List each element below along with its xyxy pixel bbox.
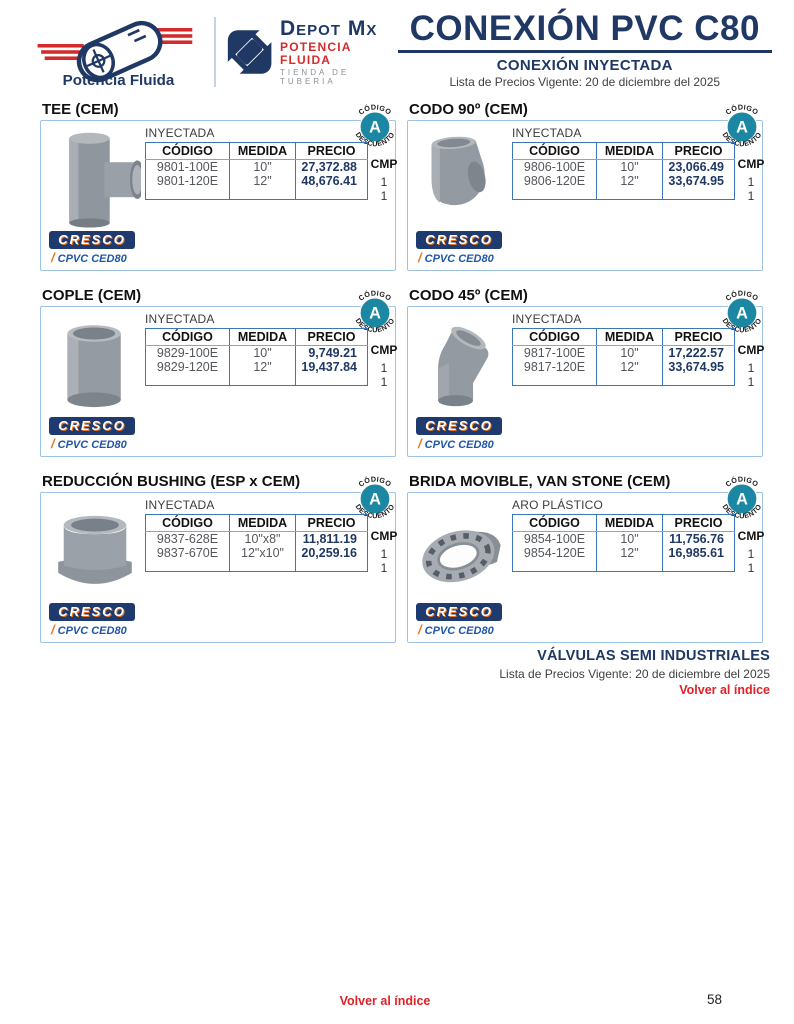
medida-value: 10"x8" <box>230 532 296 547</box>
col-header-precio: PRECIO <box>296 515 368 532</box>
cpvc-label: CPVC CED80 <box>57 625 127 637</box>
badge-bottom-text: DESCUENTO <box>720 316 764 335</box>
cmp-value: 1 <box>747 375 755 389</box>
cmp-value: 1 <box>380 175 388 189</box>
codigo-value: 9817-120E <box>513 360 597 374</box>
col-header-codigo: CÓDIGO <box>513 143 597 160</box>
precio-value: 27,372.88 <box>301 160 357 174</box>
next-section-title: VÁLVULAS SEMI INDUSTRIALES <box>537 648 770 664</box>
table-label: INYECTADA <box>145 126 215 140</box>
cresco-brand <box>416 417 502 451</box>
table-row <box>146 346 368 361</box>
product-card-tee <box>40 101 396 271</box>
table-row <box>513 346 735 361</box>
table-row <box>513 360 735 374</box>
col-header-codigo: CÓDIGO <box>513 329 597 346</box>
codigo-value: 9801-120E <box>146 174 230 188</box>
badge-bottom-text: DESCUENTO <box>353 502 397 521</box>
page-number: 58 <box>706 992 722 1007</box>
price-table <box>145 142 368 200</box>
cmp-header: CMP <box>370 157 398 171</box>
precio-value: 16,985.61 <box>668 546 724 560</box>
cmp-value: 1 <box>380 375 388 389</box>
table-row <box>146 160 368 175</box>
cmp-value: 1 <box>380 561 388 575</box>
cmp-column <box>368 328 400 389</box>
precio-value: 48,676.41 <box>301 174 357 188</box>
page-title: CONEXIÓN PVC C80 <box>398 10 772 53</box>
back-to-index-link[interactable]: Volver al índice <box>339 994 431 1008</box>
col-header-medida: MEDIDA <box>597 143 663 160</box>
van-stone-flange-image <box>416 501 508 607</box>
cresco-brand <box>416 603 502 637</box>
cresco-brand <box>49 231 135 265</box>
cresco-logo: CRESCO <box>49 417 135 435</box>
cresco-logo: CRESCO <box>416 603 502 621</box>
table-label: INYECTADA <box>512 126 582 140</box>
potencia-fluida-wordmark: Potencia Fluida <box>62 71 175 89</box>
product-grid <box>40 101 770 643</box>
potencia-fluida-logo <box>34 10 203 94</box>
medida-value: 12" <box>597 360 663 374</box>
table-row <box>513 160 735 175</box>
cresco-logo: CRESCO <box>416 231 502 249</box>
cresco-logo: CRESCO <box>416 417 502 435</box>
page-footer <box>0 992 794 1008</box>
depot-subtitle: POTENCIA FLUIDA <box>279 39 352 67</box>
col-header-precio: PRECIO <box>663 515 735 532</box>
depot-mx-logo <box>227 17 398 86</box>
badge-top-text: CÓDIGO <box>723 474 761 489</box>
badge-letter: A <box>736 118 748 137</box>
table-row <box>146 174 368 188</box>
col-header-codigo: CÓDIGO <box>146 143 230 160</box>
card-title: CODO 90º (CEM) <box>409 101 528 118</box>
codigo-value: 9829-100E <box>146 346 230 361</box>
badge-letter: A <box>369 304 381 323</box>
price-table <box>145 514 368 572</box>
cmp-value: 1 <box>747 189 755 203</box>
medida-value: 10" <box>597 160 663 175</box>
cpvc-label: CPVC CED80 <box>424 439 494 451</box>
cmp-value: 1 <box>747 561 755 575</box>
badge-letter: A <box>369 118 381 137</box>
badge-bottom-text: DESCUENTO <box>353 316 397 335</box>
page-subtitle: CONEXIÓN INYECTADA <box>496 56 673 74</box>
badge-top-text: CÓDIGO <box>356 474 394 489</box>
col-header-precio: PRECIO <box>296 329 368 346</box>
medida-value: 12"x10" <box>230 546 296 560</box>
price-table <box>512 328 735 386</box>
medida-value: 12" <box>230 360 296 374</box>
precio-value: 11,756.76 <box>669 532 724 546</box>
cresco-logo: CRESCO <box>49 603 135 621</box>
logo-divider <box>214 17 216 87</box>
badge-letter: A <box>736 490 748 509</box>
price-table <box>512 142 735 200</box>
cresco-slash-icon: / <box>51 622 55 637</box>
elbow-90-image <box>416 129 508 235</box>
precio-value: 23,066.49 <box>668 160 724 174</box>
table-label: INYECTADA <box>145 498 215 512</box>
tee-fitting-image <box>49 129 141 235</box>
product-card-brida-van-stone <box>407 473 763 643</box>
cmp-column <box>368 514 400 575</box>
medida-value: 12" <box>230 174 296 188</box>
col-header-medida: MEDIDA <box>230 329 296 346</box>
table-row <box>146 360 368 374</box>
badge-top-text: CÓDIGO <box>723 102 761 117</box>
product-card-codo-90 <box>407 101 763 271</box>
codigo-value: 9854-100E <box>513 532 597 547</box>
precio-value: 11,811.19 <box>302 532 357 546</box>
table-label: INYECTADA <box>145 312 215 326</box>
cresco-brand <box>49 603 135 637</box>
elbow-45-image <box>416 315 508 421</box>
logo-group <box>34 10 398 94</box>
cresco-slash-icon: / <box>418 436 422 451</box>
badge-bottom-text: DESCUENTO <box>720 502 764 521</box>
cpvc-label: CPVC CED80 <box>424 253 494 265</box>
product-card-reduccion-bushing <box>40 473 396 643</box>
col-header-codigo: CÓDIGO <box>513 515 597 532</box>
product-card-cople <box>40 287 396 457</box>
cmp-value: 1 <box>380 361 388 375</box>
codigo-value: 9829-120E <box>146 360 230 374</box>
depot-tagline: TIENDA DE TUBERIA <box>279 67 350 86</box>
badge-letter: A <box>369 490 381 509</box>
cpvc-label: CPVC CED80 <box>424 625 494 637</box>
price-table <box>512 514 735 572</box>
price-table <box>145 328 368 386</box>
cpvc-label: CPVC CED80 <box>57 253 127 265</box>
precio-value: 17,222.57 <box>668 346 724 360</box>
cmp-header: CMP <box>737 157 765 171</box>
table-label: INYECTADA <box>512 312 582 326</box>
medida-value: 12" <box>597 546 663 560</box>
medida-value: 10" <box>597 346 663 361</box>
codigo-value: 9801-100E <box>146 160 230 175</box>
table-row <box>513 532 735 547</box>
badge-top-text: CÓDIGO <box>723 288 761 303</box>
precio-value: 33,674.95 <box>668 360 724 374</box>
medida-value: 10" <box>597 532 663 547</box>
cpvc-label: CPVC CED80 <box>57 439 127 451</box>
cmp-value: 1 <box>747 361 755 375</box>
cresco-slash-icon: / <box>418 250 422 265</box>
cmp-column <box>735 514 767 575</box>
badge-bottom-text: DESCUENTO <box>353 130 397 149</box>
table-row <box>513 174 735 188</box>
precio-value: 33,674.95 <box>668 174 724 188</box>
cresco-slash-icon: / <box>51 250 55 265</box>
next-section-price-note: Lista de Precios Vigente: 20 de diciembre del 2025 <box>499 667 770 681</box>
codigo-value: 9817-100E <box>513 346 597 361</box>
col-header-precio: PRECIO <box>296 143 368 160</box>
cmp-header: CMP <box>370 529 398 543</box>
cmp-header: CMP <box>370 343 398 357</box>
codigo-value: 9837-670E <box>146 546 230 560</box>
cmp-header: CMP <box>737 343 765 357</box>
cresco-slash-icon: / <box>418 622 422 637</box>
table-row <box>146 532 368 547</box>
medida-value: 12" <box>597 174 663 188</box>
cresco-brand <box>416 231 502 265</box>
precio-value: 19,437.84 <box>301 360 357 374</box>
depot-title: Depot Mx <box>279 17 378 41</box>
card-title: TEE (CEM) <box>42 101 119 118</box>
bushing-image <box>49 501 141 607</box>
codigo-value: 9806-100E <box>513 160 597 175</box>
product-card-codo-45 <box>407 287 763 457</box>
depot-pipe-icon <box>227 27 272 77</box>
codigo-value: 9837-628E <box>146 532 230 547</box>
col-header-medida: MEDIDA <box>230 143 296 160</box>
badge-top-text: CÓDIGO <box>356 288 394 303</box>
precio-value: 20,259.16 <box>301 546 357 560</box>
card-title: CODO 45º (CEM) <box>409 287 528 304</box>
col-header-codigo: CÓDIGO <box>146 329 230 346</box>
medida-value: 10" <box>230 160 296 175</box>
card-title: REDUCCIÓN BUSHING (ESP x CEM) <box>42 473 301 490</box>
col-header-medida: MEDIDA <box>597 329 663 346</box>
cmp-column <box>735 328 767 389</box>
col-header-precio: PRECIO <box>663 329 735 346</box>
page-header <box>0 0 794 96</box>
cmp-column <box>368 142 400 203</box>
col-header-medida: MEDIDA <box>597 515 663 532</box>
price-list-note: Lista de Precios Vigente: 20 de diciembre del 2025 <box>449 74 721 89</box>
cresco-slash-icon: / <box>51 436 55 451</box>
card-title: COPLE (CEM) <box>42 287 142 304</box>
codigo-value: 9806-120E <box>513 174 597 188</box>
cmp-column <box>735 142 767 203</box>
col-header-codigo: CÓDIGO <box>146 515 230 532</box>
cmp-value: 1 <box>747 547 755 561</box>
precio-value: 9,749.21 <box>308 346 357 360</box>
codigo-value: 9854-120E <box>513 546 597 560</box>
cmp-value: 1 <box>747 175 755 189</box>
table-label: ARO PLÁSTICO <box>512 498 604 512</box>
col-header-precio: PRECIO <box>663 143 735 160</box>
badge-letter: A <box>736 304 748 323</box>
cmp-value: 1 <box>380 547 388 561</box>
back-to-index-link[interactable]: Volver al índice <box>679 683 770 697</box>
col-header-medida: MEDIDA <box>230 515 296 532</box>
cmp-header: CMP <box>737 529 765 543</box>
next-section-block <box>40 648 770 697</box>
cresco-brand <box>49 417 135 451</box>
cmp-value: 1 <box>380 189 388 203</box>
coupling-image <box>49 315 141 421</box>
badge-bottom-text: DESCUENTO <box>720 130 764 149</box>
card-title: BRIDA MOVIBLE, VAN STONE (CEM) <box>409 473 671 490</box>
medida-value: 10" <box>230 346 296 361</box>
table-row <box>513 546 735 560</box>
table-row <box>146 546 368 560</box>
badge-top-text: CÓDIGO <box>356 102 394 117</box>
cresco-logo: CRESCO <box>49 231 135 249</box>
